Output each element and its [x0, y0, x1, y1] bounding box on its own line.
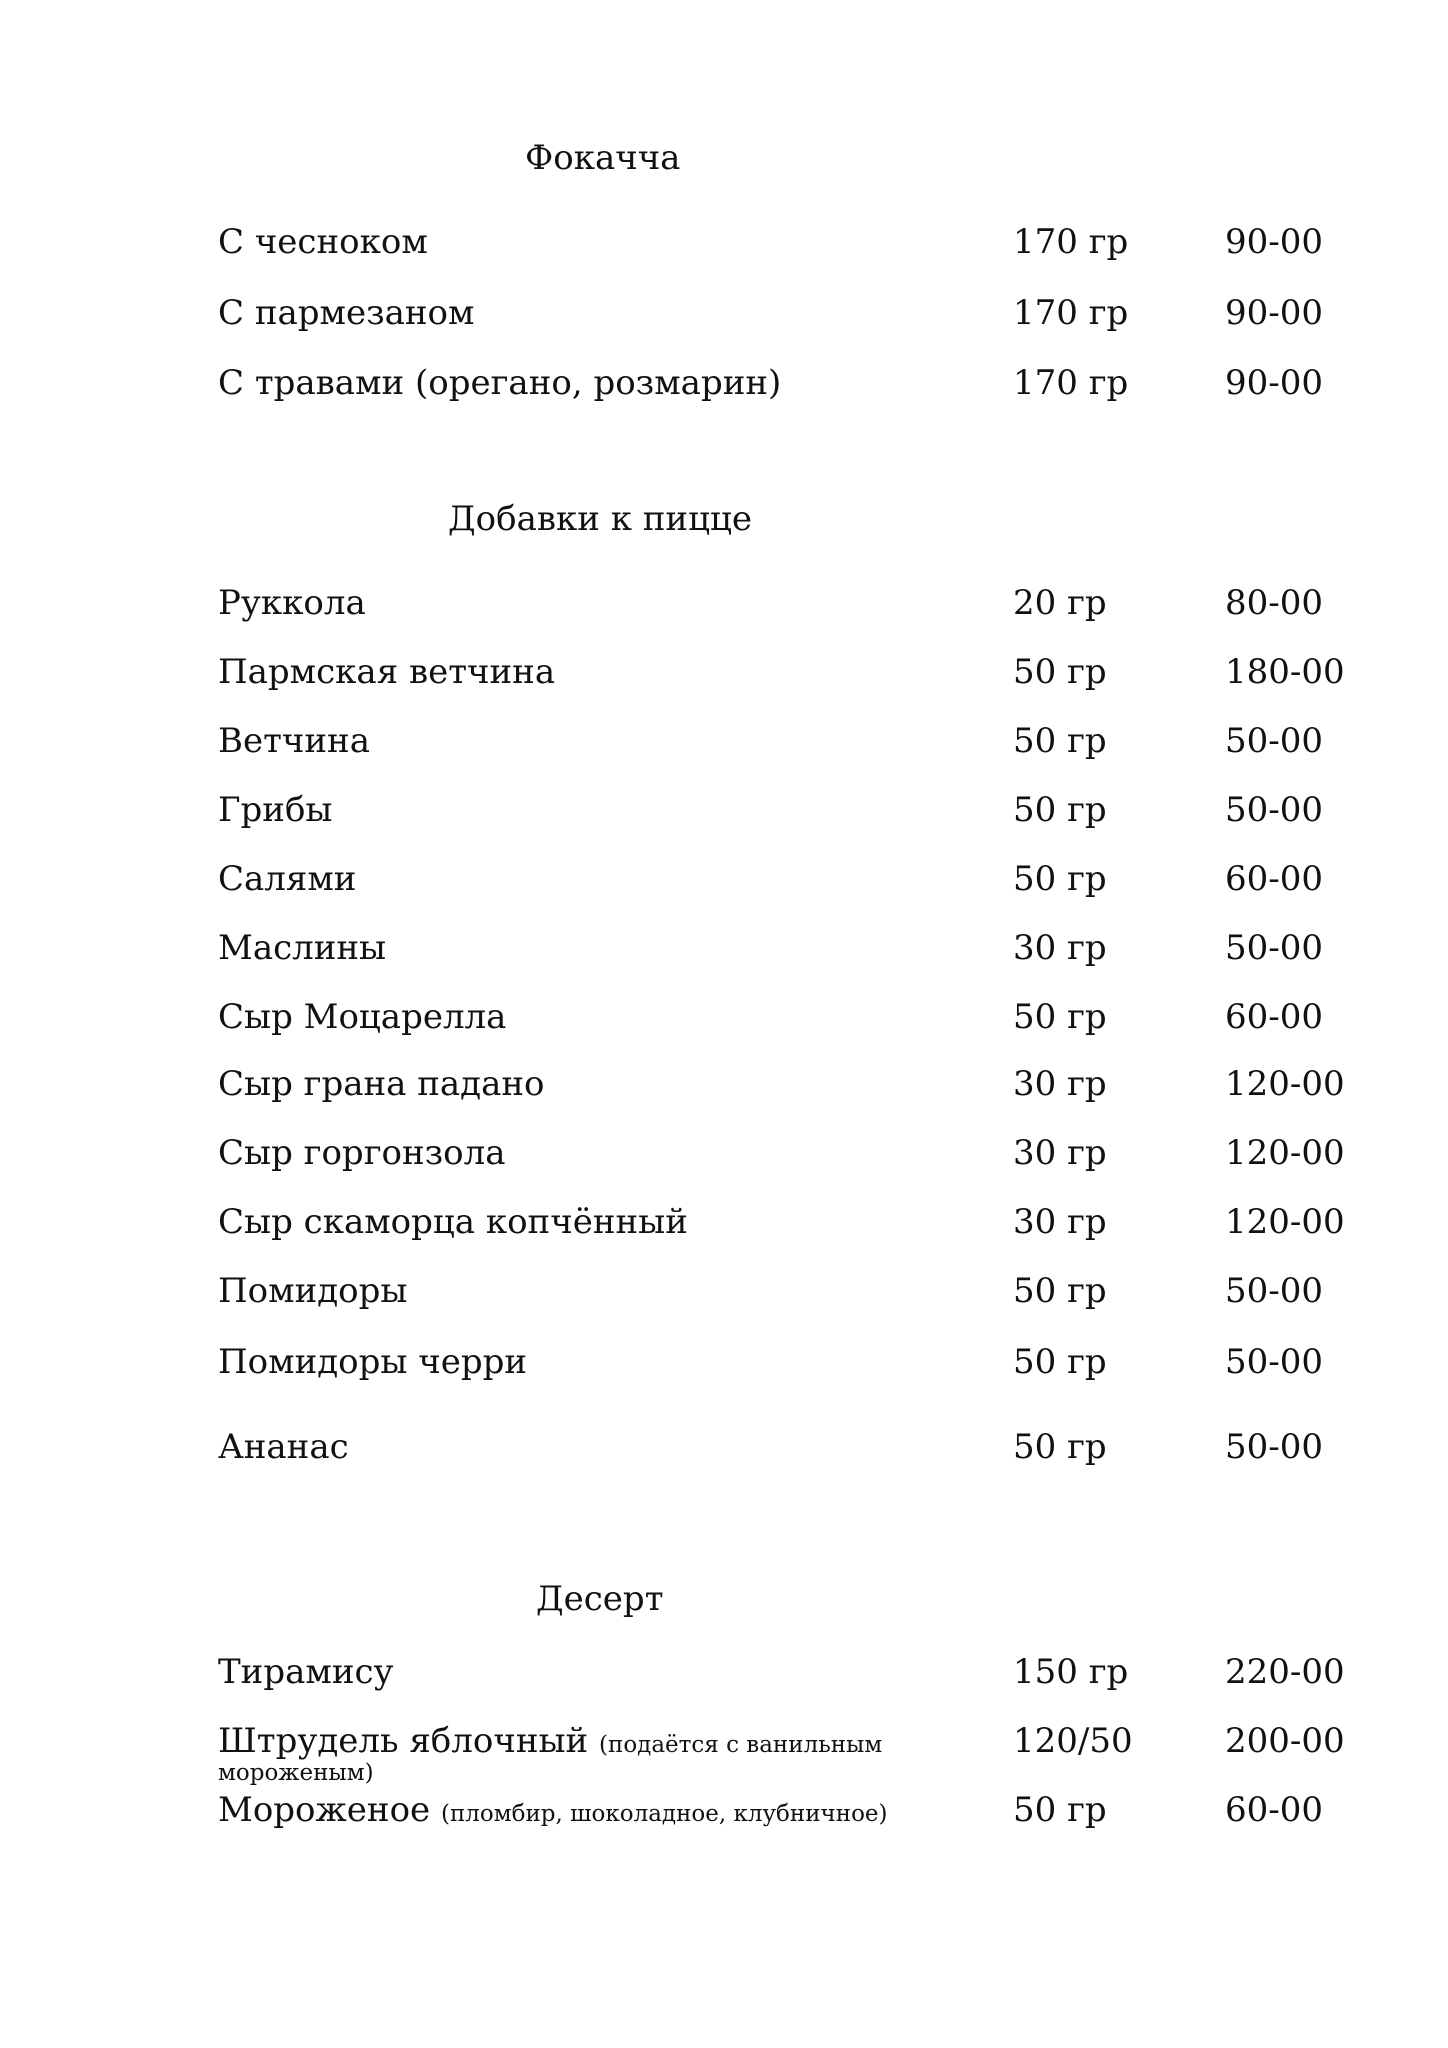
section-title-toppings: Добавки к пицце	[448, 499, 752, 539]
menu-item-row	[0, 1131, 1448, 1175]
menu-item-name: Сыр Моцарелла	[218, 997, 507, 1037]
menu-item-weight: 50 гр	[1013, 1427, 1107, 1467]
menu-item-name: Сыр грана падано	[218, 1064, 545, 1104]
menu-item-row	[0, 361, 1448, 405]
menu-item-price: 50-00	[1225, 1342, 1324, 1382]
menu-item-weight: 50 гр	[1013, 859, 1107, 899]
menu-item-name: Маслины	[218, 928, 387, 968]
menu-item-name: Грибы	[218, 790, 333, 830]
menu-item-row	[0, 995, 1448, 1039]
menu-item-weight: 30 гр	[1013, 928, 1107, 968]
menu-item-weight: 30 гр	[1013, 1064, 1107, 1104]
menu-item-row	[0, 1340, 1448, 1384]
menu-item-name: Помидоры	[218, 1271, 408, 1311]
menu-item-weight: 50 гр	[1013, 1342, 1107, 1382]
menu-item-price: 80-00	[1225, 583, 1324, 623]
menu-item-weight: 50 гр	[1013, 721, 1107, 761]
menu-item-name: Ветчина	[218, 721, 370, 761]
menu-item-name: Пармская ветчина	[218, 652, 556, 692]
menu-item-weight: 50 гр	[1013, 1271, 1107, 1311]
menu-item-weight: 30 гр	[1013, 1133, 1107, 1173]
menu-item-weight: 120/50	[1013, 1721, 1133, 1761]
menu-item-weight: 170 гр	[1013, 293, 1129, 333]
menu-item-row	[0, 719, 1448, 763]
menu-item-name-wrap	[218, 1788, 888, 1836]
menu-item-row	[0, 650, 1448, 694]
menu-item-row	[0, 857, 1448, 901]
menu-item-weight: 170 гр	[1013, 363, 1129, 403]
menu-item-price: 90-00	[1225, 222, 1324, 262]
section-title-focaccia: Фокачча	[525, 138, 681, 178]
menu-item-name: Тирамису	[218, 1652, 394, 1692]
menu-item-row	[0, 1062, 1448, 1106]
menu-item-weight: 50 гр	[1013, 997, 1107, 1037]
menu-item-name: Салями	[218, 859, 357, 899]
menu-item-row	[0, 1200, 1448, 1244]
menu-item-name: Сыр скаморца копчённый	[218, 1202, 688, 1242]
menu-item-name: Сыр горгонзола	[218, 1133, 506, 1173]
menu-item-weight: 50 гр	[1013, 1790, 1107, 1830]
menu-item-weight: 30 гр	[1013, 1202, 1107, 1242]
menu-item-name: С пармезаном	[218, 293, 475, 333]
menu-item-price: 90-00	[1225, 363, 1324, 403]
menu-item-name: С чесноком	[218, 222, 428, 262]
menu-item-price: 120-00	[1225, 1064, 1345, 1104]
menu-item-weight: 150 гр	[1013, 1652, 1129, 1692]
menu-item-name: Руккола	[218, 583, 366, 623]
menu-item-weight: 50 гр	[1013, 790, 1107, 830]
menu-item-row	[0, 1425, 1448, 1469]
menu-item-price: 50-00	[1225, 1427, 1324, 1467]
menu-item-note: (подаётся с ванильным	[599, 1732, 883, 1758]
menu-item-price: 120-00	[1225, 1202, 1345, 1242]
menu-item-row	[0, 1269, 1448, 1313]
menu-item-weight: 170 гр	[1013, 222, 1129, 262]
section-title-dessert: Десерт	[536, 1579, 664, 1619]
menu-item-price: 50-00	[1225, 928, 1324, 968]
menu-item-row	[0, 581, 1448, 625]
menu-item-price: 50-00	[1225, 721, 1324, 761]
menu-item-price: 60-00	[1225, 1790, 1324, 1830]
menu-item-row	[0, 1719, 1448, 1763]
menu-item-name: Мороженое	[218, 1790, 431, 1830]
menu-item-price: 90-00	[1225, 293, 1324, 333]
menu-item-row	[0, 1650, 1448, 1694]
menu-item-name: С травами (орегано, розмарин)	[218, 363, 782, 403]
menu-item-price: 220-00	[1225, 1652, 1345, 1692]
menu-item-price: 60-00	[1225, 997, 1324, 1037]
menu-item-weight: 20 гр	[1013, 583, 1107, 623]
menu-item-row	[0, 1788, 1448, 1832]
menu-item-name: Помидоры черри	[218, 1342, 528, 1382]
menu-item-price: 180-00	[1225, 652, 1345, 692]
menu-item-row	[0, 291, 1448, 335]
menu-item-name: Штрудель яблочный	[218, 1721, 589, 1761]
menu-item-row	[0, 788, 1448, 832]
menu-item-note: (пломбир, шоколадное, клубничное)	[440, 1801, 888, 1827]
menu-item-price: 50-00	[1225, 790, 1324, 830]
menu-item-price: 200-00	[1225, 1721, 1345, 1761]
menu-item-price: 50-00	[1225, 1271, 1324, 1311]
menu-item-name: Ананас	[218, 1427, 349, 1467]
menu-item-note-continuation: мороженым)	[218, 1760, 374, 1786]
menu-item-price: 60-00	[1225, 859, 1324, 899]
menu-item-weight: 50 гр	[1013, 652, 1107, 692]
menu-item-row	[0, 220, 1448, 264]
menu-item-price: 120-00	[1225, 1133, 1345, 1173]
menu-item-row	[0, 926, 1448, 970]
